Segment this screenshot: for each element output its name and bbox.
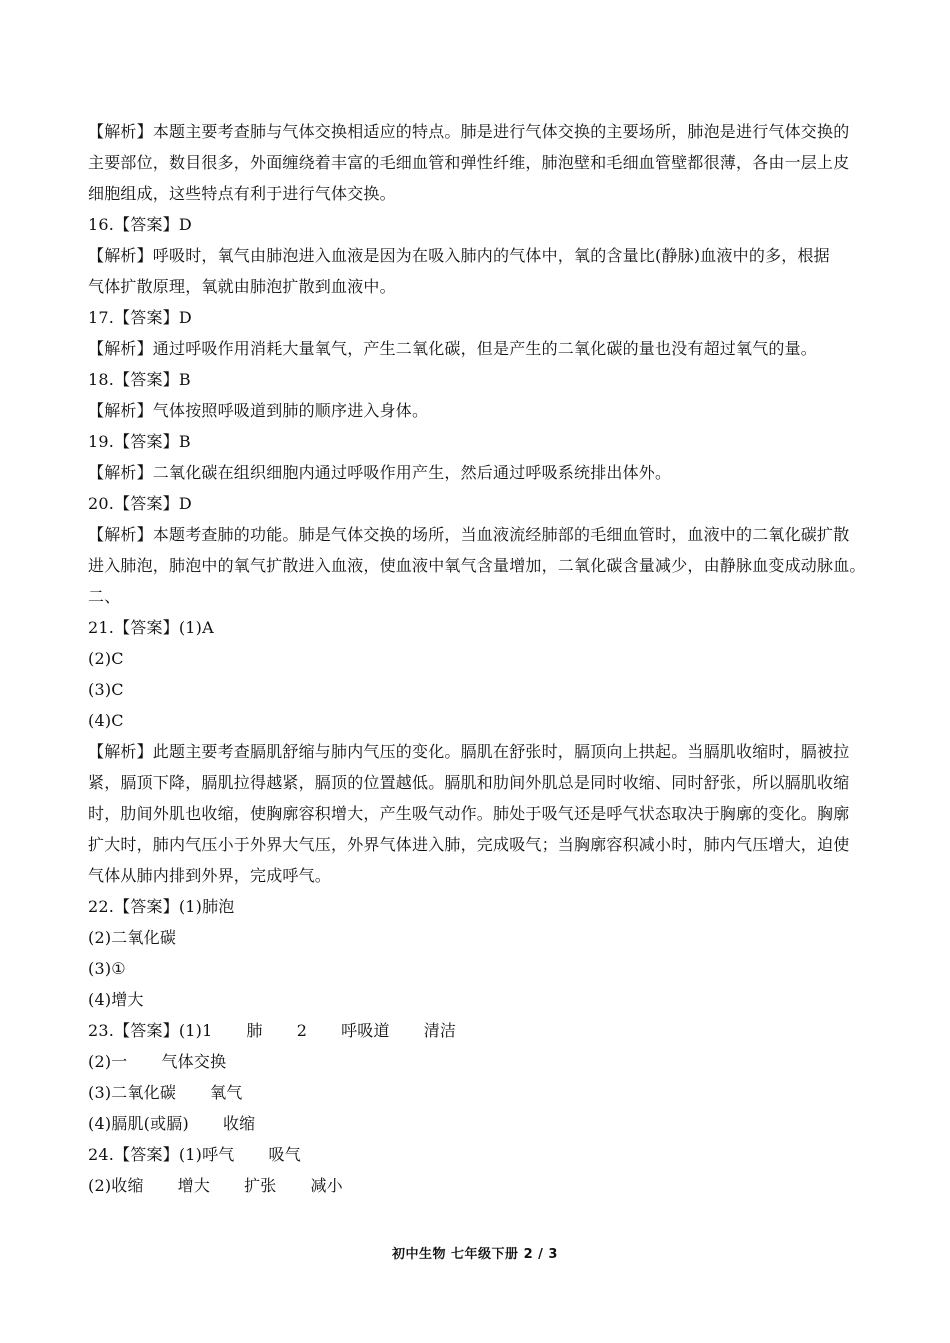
answer-part: 呼吸道 (341, 1021, 390, 1040)
answer-part: 扩张 (244, 1176, 277, 1195)
answer-part: 收缩 (222, 1114, 256, 1133)
text-line: 【解析】呼吸时，氧气由肺泡进入血液是因为在吸入肺内的气体中，氧的含量比(静脉)血液中的多，根据 (88, 246, 830, 265)
text-line: 【解析】二氧化碳在组织细胞内通过呼吸作用产生，然后通过呼吸系统排出体外。 (88, 463, 672, 482)
text-line (88, 1077, 852, 1108)
text-line: 【解析】气体按照呼吸道到肺的顺序进入身体。 (88, 401, 429, 420)
page-footer: 初中生物 七年级下册 2 / 3 (392, 1247, 558, 1262)
document-body (88, 116, 866, 1201)
text-line (88, 1046, 852, 1077)
text-line: 【解析】通过呼吸作用消耗大量氧气，产生二氧化碳，但是产生的二氧化碳的量也没有超过氧气的量。 (88, 339, 818, 358)
text-line: 时，肋间外肌也收缩，使胸廓容积增大，产生吸气动作。肺处于吸气还是呼气状态取决于胸廓的变化。胸廓 (88, 804, 850, 823)
text-line: 进入肺泡，肺泡中的氧气扩散进入血液，使血液中氧气含量增加，二氧化碳含量减少，由静脉血变成动脉血。 (88, 556, 866, 575)
answer-part: 23.【答案】(1)1 (88, 1021, 213, 1040)
answer-part: (2)收缩 (88, 1176, 144, 1195)
answer-24 (88, 1139, 852, 1170)
text-line: 气体扩散原理，氧就由肺泡扩散到血液中。 (88, 277, 396, 296)
text-line: (2)C (88, 649, 124, 668)
text-line: (3)C (88, 680, 124, 699)
answer-part: 2 (296, 1021, 308, 1040)
answer-part: 肺 (246, 1021, 263, 1040)
text-line: 主要部位，数目很多，外面缠绕着丰富的毛细血管和弹性纤维，肺泡壁和毛细血管壁都很薄，各由一层上皮 (88, 153, 850, 172)
answer-part: 气体交换 (161, 1052, 227, 1071)
answer-23 (88, 1015, 852, 1046)
answer-part: (4)膈肌(或膈) (88, 1114, 189, 1133)
text-line: (4)C (88, 711, 124, 730)
answer-part: 减小 (310, 1176, 343, 1195)
answer-18: 18.【答案】B (88, 370, 191, 389)
text-line: 细胞组成，这些特点有利于进行气体交换。 (88, 184, 396, 203)
text-line: 【解析】本题主要考查肺与气体交换相适应的特点。肺是进行气体交换的主要场所，肺泡是进行气体交换的 (88, 122, 850, 141)
answer-part: (3)二氧化碳 (88, 1083, 177, 1102)
text-line: 【解析】此题主要考查膈肌舒缩与肺内气压的变化。膈肌在舒张时，膈顶向上拱起。当膈肌收缩时，膈被拉 (88, 742, 850, 761)
section-heading: 二、 (88, 587, 121, 606)
answer-21: 21.【答案】(1)A (88, 618, 214, 637)
answer-part: 吸气 (268, 1145, 301, 1164)
answer-20: 20.【答案】D (88, 494, 192, 513)
answer-part: 24.【答案】(1)呼气 (88, 1145, 235, 1164)
text-line (88, 1108, 852, 1139)
answer-22: 22.【答案】(1)肺泡 (88, 897, 235, 916)
answer-part: 增大 (177, 1176, 211, 1195)
text-line: (4)增大 (88, 990, 144, 1009)
answer-part: 氧气 (210, 1083, 243, 1102)
text-line: (2)二氧化碳 (88, 928, 177, 947)
answer-part: 清洁 (423, 1021, 457, 1040)
text-line: 扩大时，肺内气压小于外界大气压，外界气体进入肺，完成吸气；当胸廓容积减小时，肺内气压增大，迫使 (88, 835, 850, 854)
text-line: 【解析】本题考查肺的功能。肺是气体交换的场所，当血液流经肺部的毛细血管时，血液中的二氧化碳扩散 (88, 525, 850, 544)
answer-17: 17.【答案】D (88, 308, 192, 327)
answer-part: (2)一 (88, 1052, 128, 1071)
answer-19: 19.【答案】B (88, 432, 191, 451)
text-line: (3)① (88, 959, 126, 978)
text-line (88, 1170, 852, 1201)
answer-16: 16.【答案】D (88, 215, 192, 234)
text-line: 紧，膈顶下降，膈肌拉得越紧，膈顶的位置越低。膈肌和肋间外肌总是同时收缩、同时舒张，所以膈肌收缩 (88, 773, 850, 792)
text-line: 气体从肺内排到外界，完成呼气。 (88, 866, 332, 885)
